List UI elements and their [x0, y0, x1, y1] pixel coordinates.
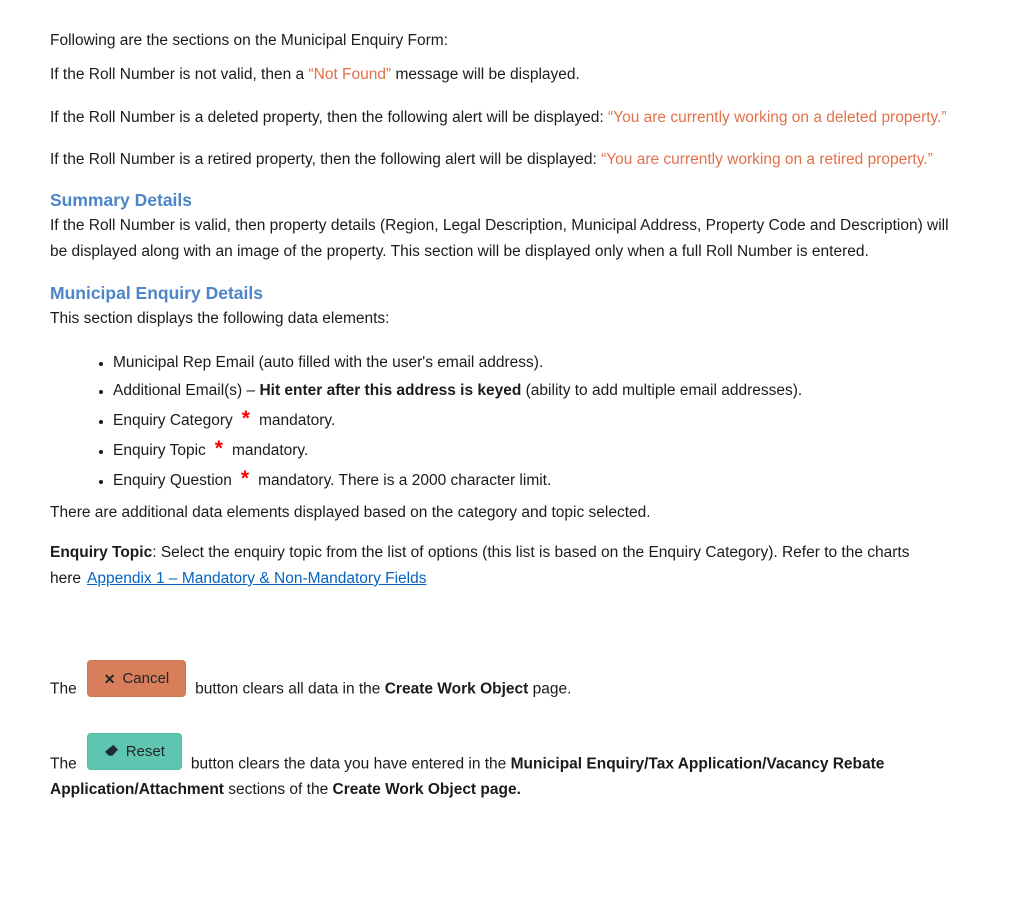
mandatory-asterisk: * — [240, 467, 250, 490]
reset-button-paragraph — [50, 733, 963, 804]
deleted-property-paragraph — [50, 105, 963, 131]
municipal-enquiry-details-heading: Municipal Enquiry Details — [50, 283, 263, 303]
enquiry-topic-text: : Select the enquiry topic from the list of options (this list is based on the Enquiry Category). Refer to the charts here — [50, 544, 910, 587]
mandatory-asterisk: * — [214, 437, 223, 460]
retired-alert-message: “You are currently working on a retired property.” — [601, 151, 933, 168]
cancel-para-text: button clears all data in the — [195, 680, 381, 698]
cancel-button-label: Cancel — [122, 670, 170, 687]
deleted-prefix: If the Roll Number is a deleted property, then the following alert will be displayed: — [50, 109, 609, 126]
list-item — [113, 435, 963, 464]
sections-bold: Municipal Enquiry/Tax Application/Vacancy Rebate Application/Attachment — [50, 755, 885, 798]
bullet-text: Enquiry Category — [113, 412, 233, 429]
enquiry-topic-label: Enquiry Topic — [50, 544, 153, 561]
cancel-para-suffix: page. — [532, 680, 572, 698]
enquiry-intro: This section displays the following data elements: — [50, 310, 390, 327]
cancel-button[interactable] — [87, 660, 186, 697]
appendix-link[interactable]: Appendix 1 – Mandatory & Non-Mandatory Fields — [87, 570, 427, 587]
retired-prefix: If the Roll Number is a retired property, then the following alert will be displayed: — [50, 151, 602, 168]
cancel-para-lead: The — [50, 680, 77, 698]
summary-details-heading: Summary Details — [50, 190, 193, 210]
summary-details-body: If the Roll Number is valid, then property details (Region, Legal Description, Municipal Address, Property Code and Description) will be displayed along with an image of the property. This section will be displayed only when a full Roll Number is entered. — [50, 217, 949, 260]
create-work-object-bold: Create Work Object — [384, 680, 529, 698]
reset-para-mid: sections of the — [228, 781, 329, 798]
bullet-text: mandatory. — [258, 412, 336, 429]
bullet-text: Additional Email(s) – — [113, 382, 260, 399]
data-elements-list — [50, 349, 963, 494]
list-item — [113, 405, 963, 434]
not-found-message: “Not Found” — [308, 66, 392, 83]
reset-para-lead: The — [50, 755, 77, 772]
retired-property-paragraph — [50, 147, 963, 173]
intro-line: Following are the sections on the Municipal Enquiry Form: — [50, 32, 449, 49]
bullet-text: Municipal Rep Email (auto filled with the user's email address). — [113, 354, 544, 371]
not-valid-suffix: message will be displayed. — [391, 66, 580, 83]
mandatory-asterisk: * — [241, 407, 250, 430]
bullet-bold-text: Hit enter after this address is keyed — [259, 382, 522, 399]
eraser-icon — [104, 744, 119, 758]
bullet-text: mandatory. There is a 2000 character limit. — [258, 472, 552, 489]
not-valid-paragraph — [50, 62, 963, 88]
list-item — [113, 377, 963, 404]
reset-para-text: button clears the data you have entered in the — [190, 755, 507, 772]
deleted-alert-message: “You are currently working on a deleted property.” — [608, 109, 947, 126]
not-valid-prefix: If the Roll Number is not valid, then a — [50, 66, 309, 83]
bullet-text: (ability to add multiple email addresses). — [521, 382, 803, 399]
list-item — [113, 465, 963, 494]
bullet-text: Enquiry Question — [113, 472, 232, 489]
cancel-button-paragraph — [50, 660, 963, 703]
reset-button-label: Reset — [125, 742, 165, 760]
additional-elements-note: There are additional data elements displayed based on the category and topic selected. — [50, 504, 651, 521]
bullet-text: Enquiry Topic — [113, 442, 206, 459]
create-work-object-page-bold: Create Work Object page. — [332, 781, 521, 798]
bullet-text: mandatory. — [231, 442, 309, 459]
reset-button[interactable] — [87, 733, 182, 770]
x-icon: ✕ — [103, 670, 116, 687]
enquiry-topic-paragraph — [50, 540, 963, 592]
list-item — [113, 349, 963, 376]
